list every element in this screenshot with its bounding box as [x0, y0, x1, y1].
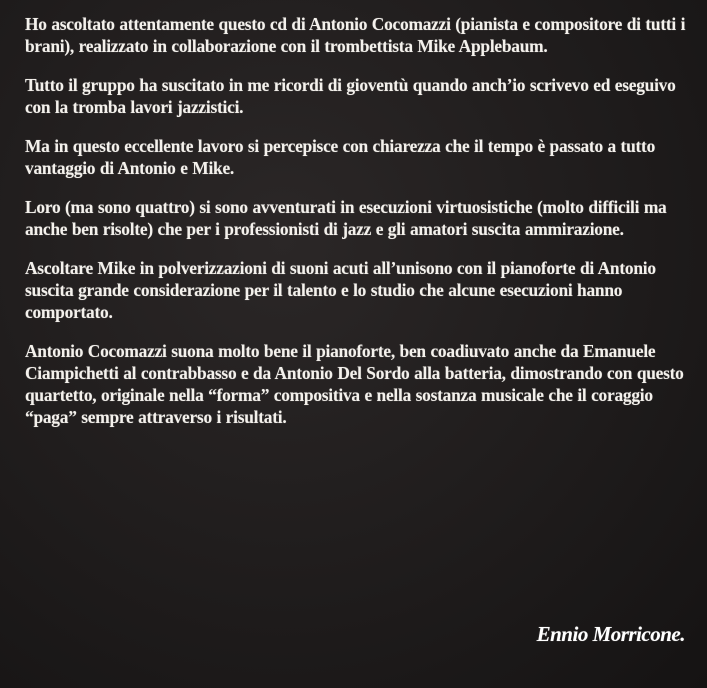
paragraph-6: Antonio Cocomazzi suona molto bene il pianoforte, ben coadiuvato anche da Emanuele Ciampichetti al contrabbasso e da Antonio Del Sordo alla batteria, dimostrando con questo quartetto, originale nella “forma” compositiva e nella sostanza musicale che il coraggio “paga” sempre attraverso i risultati. [25, 341, 684, 427]
paragraph-2: Tutto il gruppo ha suscitato in me ricordi di gioventù quando anch’io scrivevo ed eseguivo con la tromba lavori jazzistici. [25, 75, 676, 117]
author-signature: Ennio Morricone. [536, 622, 685, 646]
paragraph-1: Ho ascoltato attentamente questo cd di Antonio Cocomazzi (pianista e compositore di tutti i brani), realizzato in collaborazione con il trombettista Mike Applebaum. [25, 14, 686, 56]
paragraph-5: Ascoltare Mike in polverizzazioni di suoni acuti all’unisono con il pianoforte di Antonio suscita grande considerazione per il talento e lo studio che alcune esecuzioni hanno comportato. [25, 258, 656, 322]
paragraph-4: Loro (ma sono quattro) si sono avventurati in esecuzioni virtuosistiche (molto difficili ma anche ben risolte) che per i professionisti di jazz e gli amatori suscita ammirazione. [25, 197, 667, 239]
paragraph-3: Ma in questo eccellente lavoro si percepisce con chiarezza che il tempo è passato a tutto vantaggio di Antonio e Mike. [25, 136, 656, 178]
